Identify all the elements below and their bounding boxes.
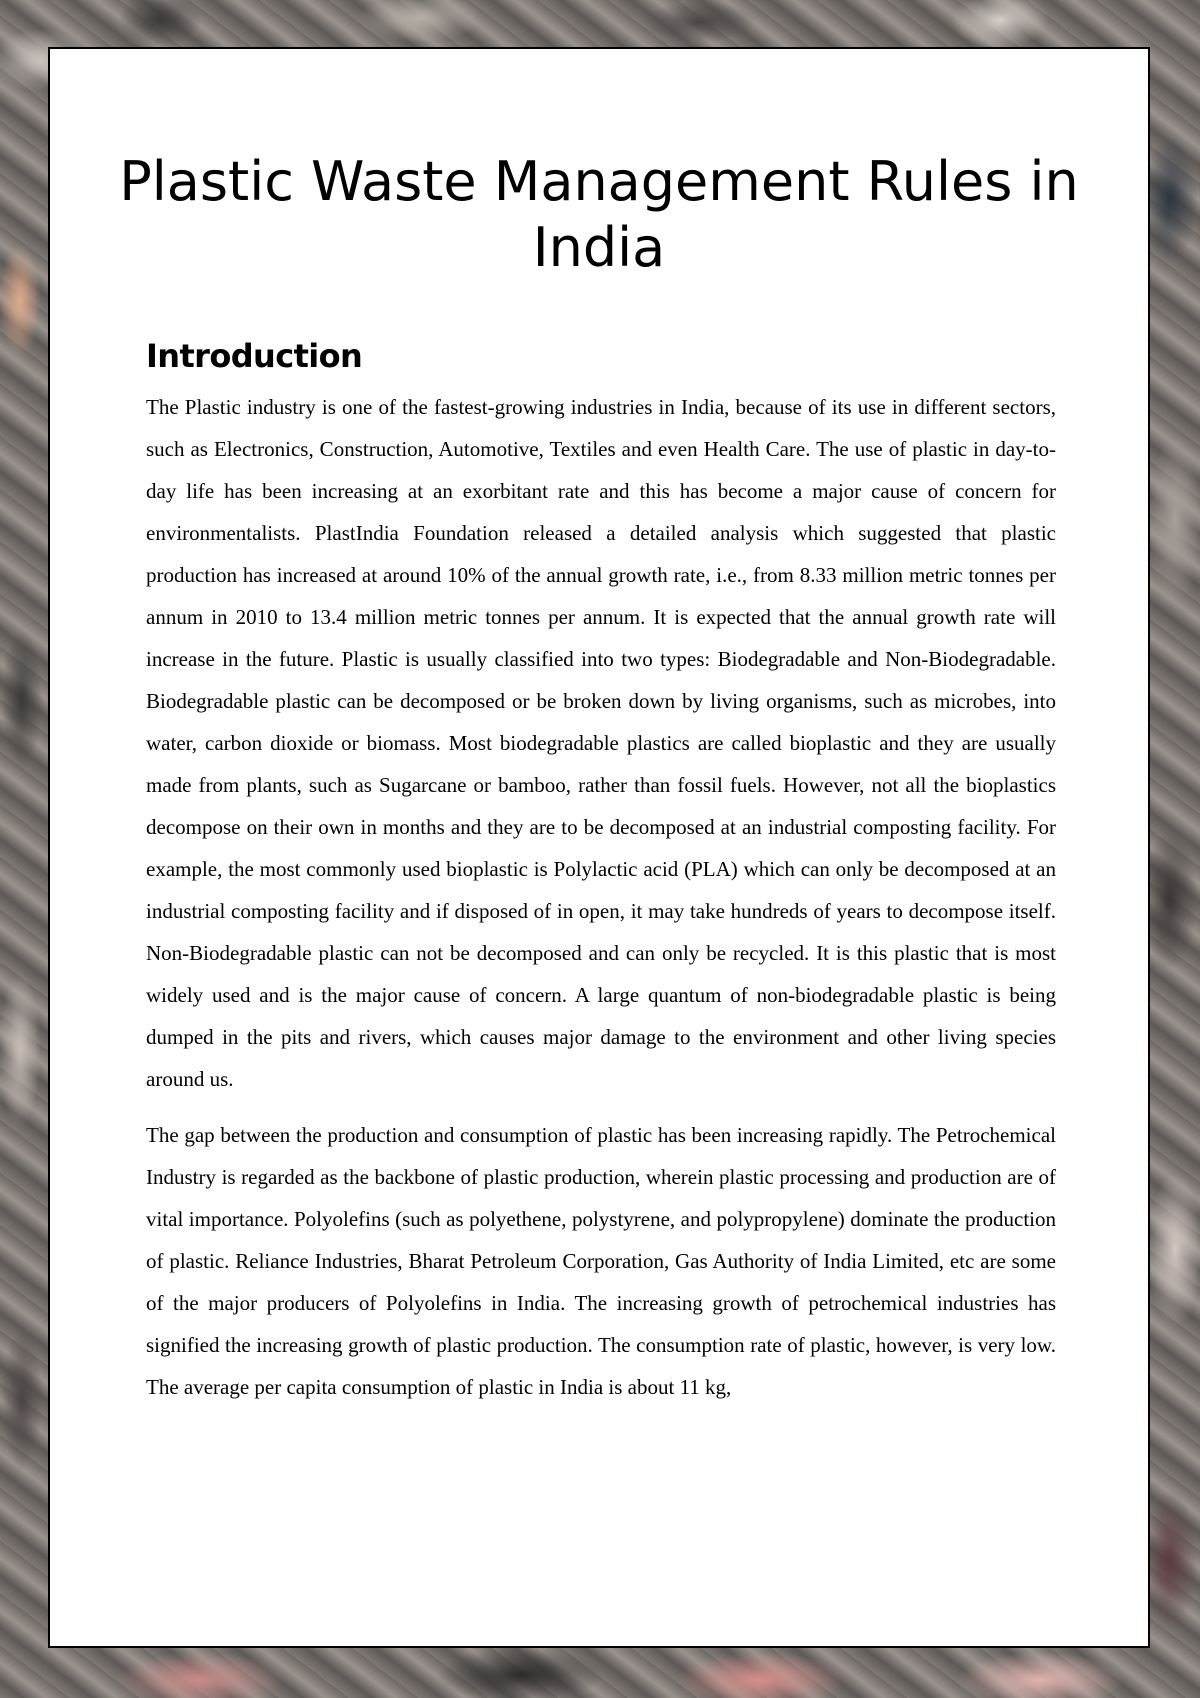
document-body <box>146 334 1056 1422</box>
document-title: Plastic Waste Management Rules in India <box>119 150 1079 279</box>
paragraph: The Plastic industry is one of the fastest-growing industries in India, because of its use in different sectors, such as Electronics, Construction, Automotive, Textiles and even Health Care. The use of plastic in day-to-day life has been increasing at an exorbitant rate and this has become a major cause of concern for environmentalists. PlastIndia Foundation released a detailed analysis which suggested that plastic production has increased at around 10% of the annual growth rate, i.e., from 8.33 million metric tonnes per annum in 2010 to 13.4 million metric tonnes per annum. It is expected that the annual growth rate will increase in the future. Plastic is usually classified into two types: Biodegradable and Non-Biodegradable. Biodegradable plastic can be decomposed or be broken down by living organisms, such as microbes, into water, carbon dioxide or biomass. Most biodegradable plastics are called bioplastic and they are usually made from plants, such as Sugarcane or bamboo, rather than fossil fuels. However, not all the bioplastics decompose on their own in months and they are to be decomposed at an industrial composting facility. For example, the most commonly used bioplastic is Polylactic acid (PLA) which can only be decomposed at an industrial composting facility and if disposed of in open, it may take hundreds of years to decompose itself. Non-Biodegradable plastic can not be decomposed and can only be recycled. It is this plastic that is most widely used and is the major cause of concern. A large quantum of non-biodegradable plastic is being dumped in the pits and rivers, which causes major damage to the environment and other living species around us. <box>146 395 1056 1091</box>
document-page <box>48 47 1150 1648</box>
paragraph: The gap between the production and consumption of plastic has been increasing rapidly. The Petrochemical Industry is regarded as the backbone of plastic production, wherein plastic processing and production are of vital importance. Polyolefins (such as polyethene, polystyrene, and polypropylene) dominate the production of plastic. Reliance Industries, Bharat Petroleum Corporation, Gas Authority of India Limited, etc are some of the major producers of Polyolefins in India. The increasing growth of petrochemical industries has signified the increasing growth of plastic production. The consumption rate of plastic, however, is very low. The average per capita consumption of plastic in India is about 11 kg, <box>146 1123 1056 1399</box>
section-heading-introduction: Introduction <box>146 337 363 375</box>
